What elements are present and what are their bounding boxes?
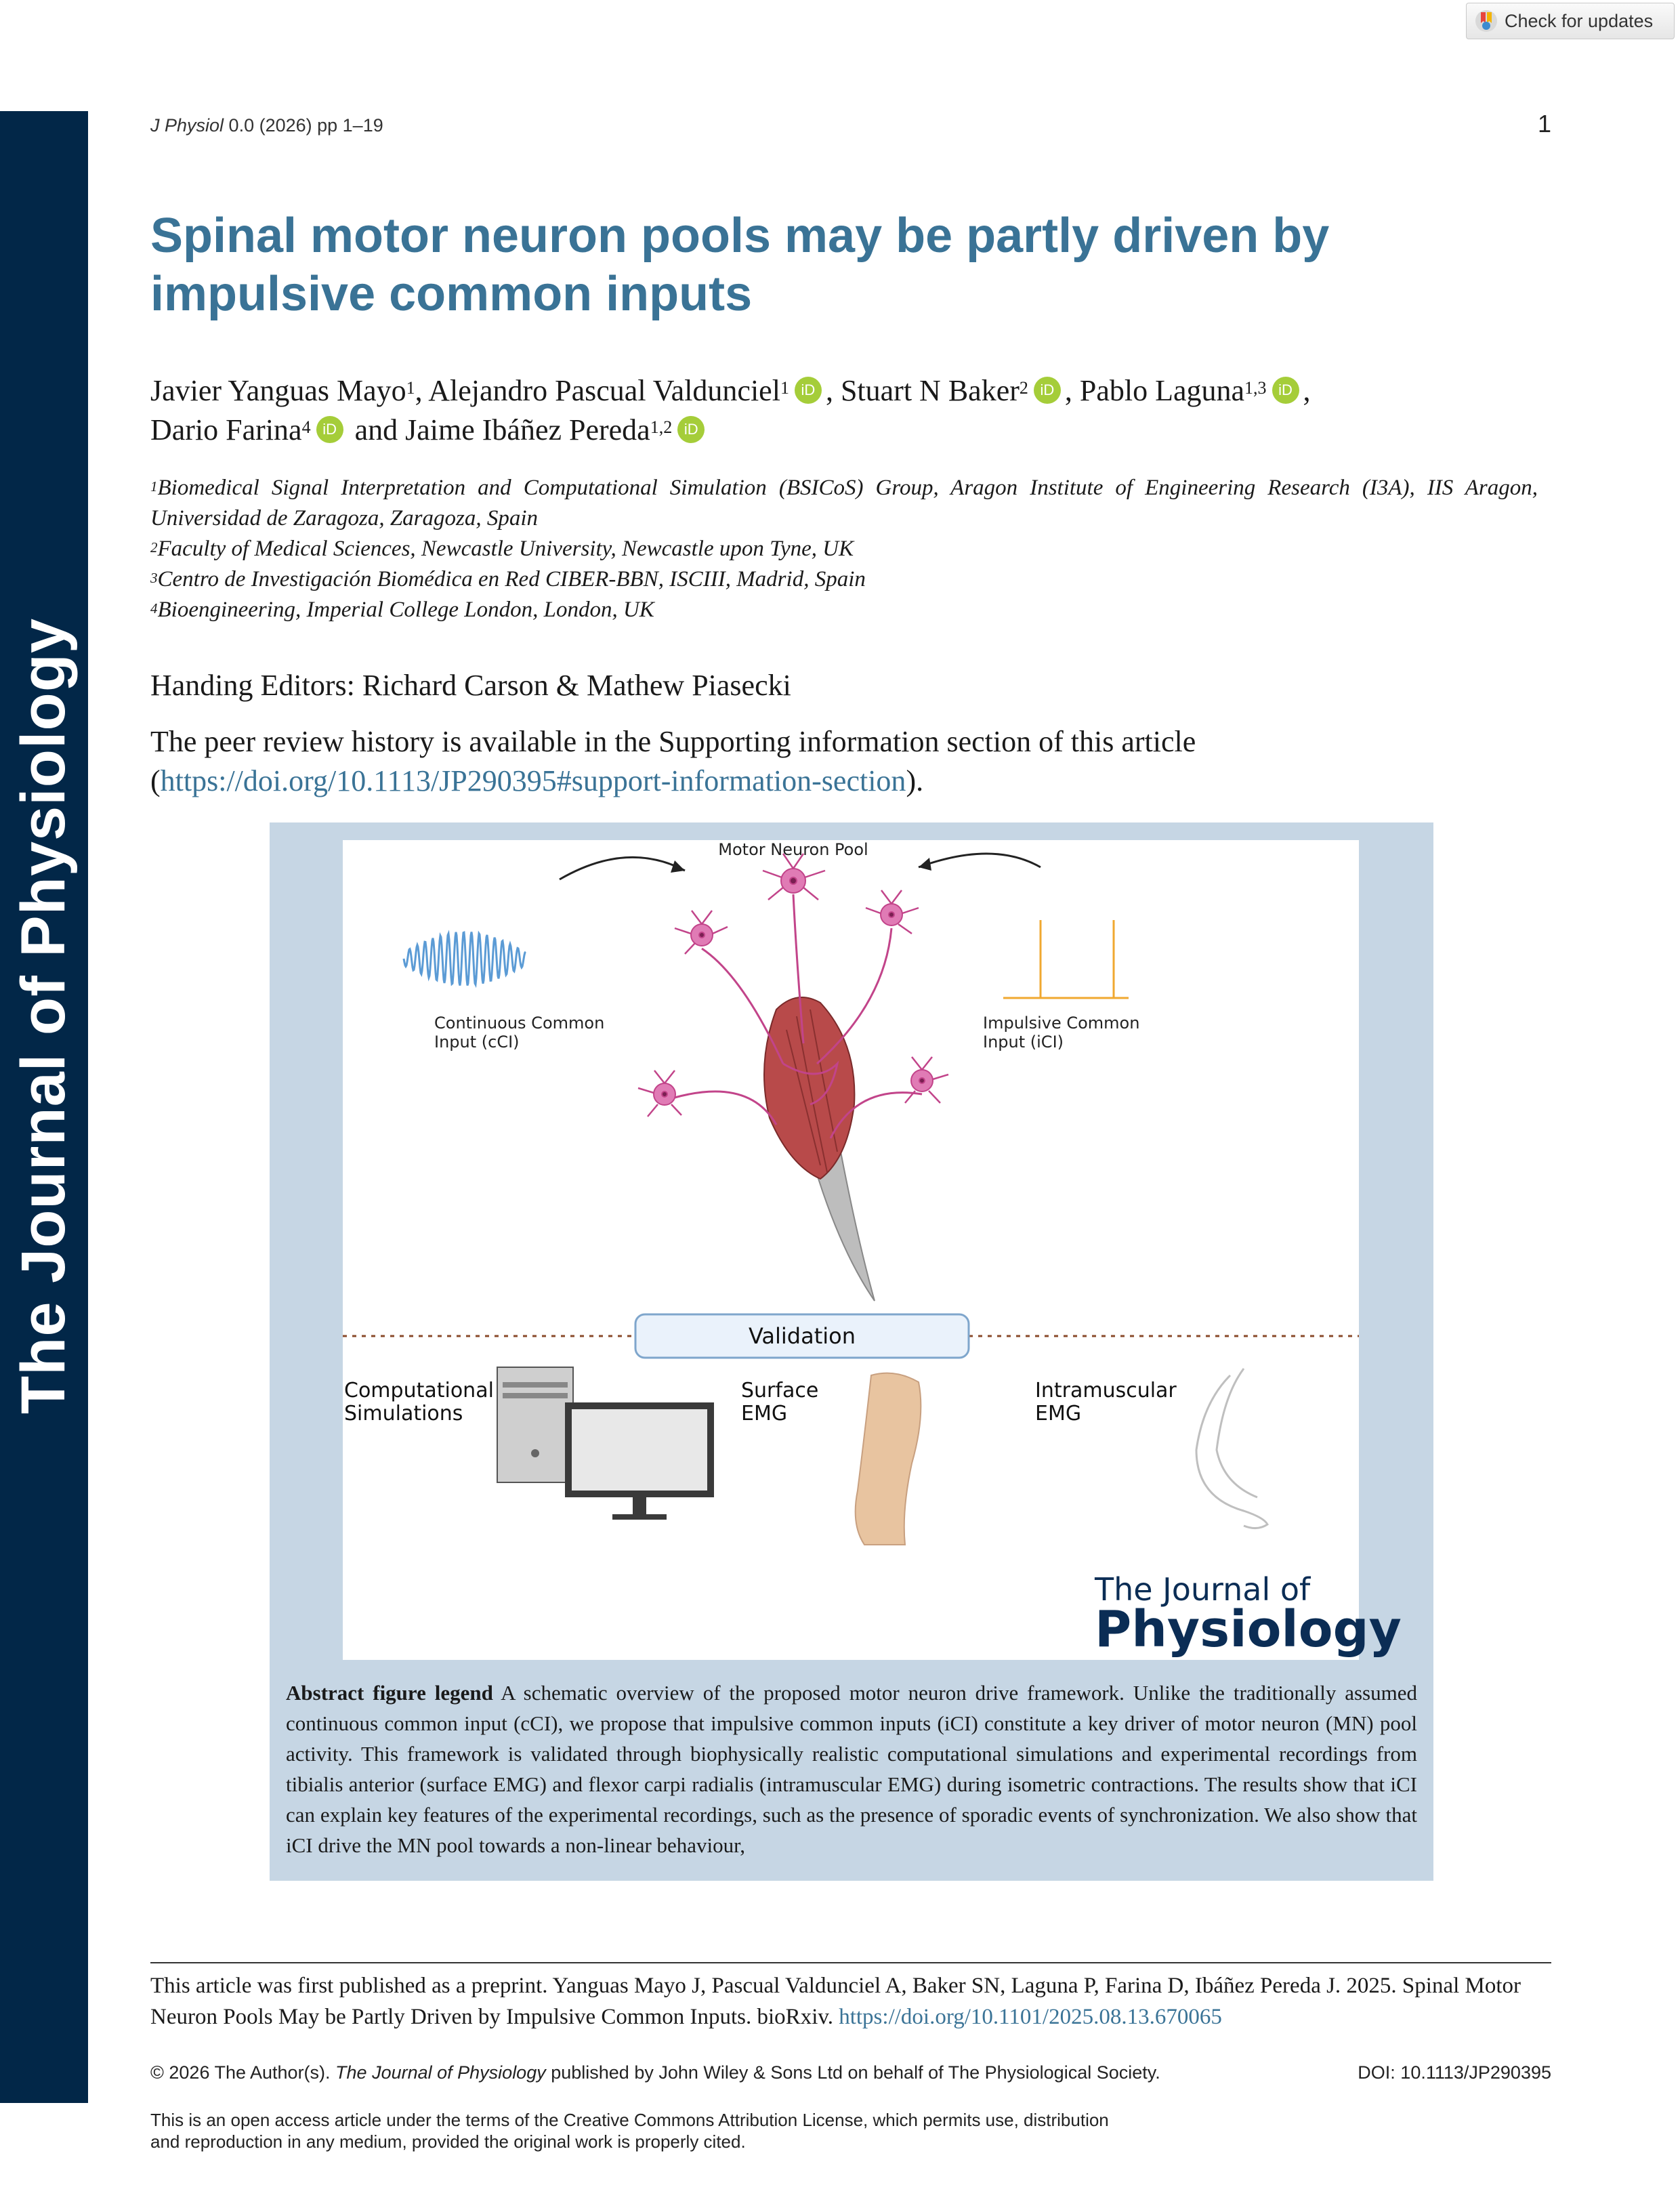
intramuscular-emg-label-2: EMG — [1035, 1402, 1082, 1425]
license-text: This is an open access article under the terms of the Creative Commons Attribution License, which permits use, distribution and reproduction in any medium, provided the original work is properly cited. — [150, 2110, 1109, 2152]
orcid-icon[interactable]: iD — [1272, 377, 1299, 404]
handling-editors: Handing Editors: Richard Carson & Mathew Piasecki — [150, 669, 791, 702]
abstract-figure — [343, 840, 1402, 1660]
orcid-icon[interactable]: iD — [795, 377, 822, 404]
orcid-icon[interactable]: iD — [1034, 377, 1061, 404]
arrowhead — [671, 860, 685, 873]
journal-sidebar — [0, 111, 88, 2103]
arrowhead — [919, 858, 931, 871]
author[interactable]: Stuart N Baker$^2$ — [840, 374, 1028, 407]
affiliation: $^4$Bioengineering, Imperial College London, London, UK — [150, 598, 654, 622]
continuous-input-wave — [404, 932, 526, 986]
journal-logo-line1: The Journal of — [1095, 1571, 1311, 1608]
peer-review-link[interactable]: https://doi.org/10.1113/JP290395#support-information-section — [160, 764, 906, 797]
arm-icon — [1196, 1375, 1267, 1528]
computer-icon — [497, 1367, 714, 1520]
page-number: 1 — [1538, 110, 1552, 138]
author[interactable]: Pablo Laguna$^{1,3}$ — [1079, 374, 1267, 407]
author[interactable]: Dario Farina$^4$ — [150, 413, 311, 446]
comp-sim-label-1: Computational — [344, 1379, 494, 1402]
surface-emg-label-2: EMG — [741, 1402, 788, 1425]
crossmark-icon — [1475, 9, 1498, 33]
ici-label-2: Input (iCI) — [983, 1033, 1064, 1051]
cci-label-2: Input (cCI) — [434, 1033, 520, 1051]
affiliation: $^2$Faculty of Medical Sciences, Newcastle University, Newcastle upon Tyne, UK — [150, 537, 854, 561]
muscle-belly — [764, 997, 854, 1179]
surface-emg-label-1: Surface — [741, 1379, 819, 1402]
article-title: Spinal motor neuron pools may be partly driven by impulsive common inputs — [150, 209, 1330, 321]
orcid-icon[interactable]: iD — [316, 416, 343, 443]
cci-label-1: Continuous Common — [434, 1014, 605, 1033]
article-doi[interactable]: DOI: 10.1113/JP290395 — [1358, 2062, 1551, 2083]
author[interactable]: Jaime Ibáñez Pereda$^{1,2}$ — [405, 413, 673, 446]
check-for-updates-button[interactable] — [1466, 3, 1675, 39]
preprint-note: This article was first published as a preprint. Yanguas Mayo J, Pascual Valdunciel A, Baker SN, Laguna P, Farina D, Ibáñez Pereda J. 2025. Spinal Motor Neuron Pools May be Partly Driven by Impulsive Common Inputs. bioRxiv. https://doi.org/10.1101/2025.08.13.670065 — [150, 1974, 1521, 2029]
affiliation: $^3$Centro de Investigación Biomédica en Red CIBER-BBN, ISCIII, Madrid, Spain — [150, 567, 866, 591]
copyright-line: © 2026 The Author(s). The Journal of Physiology published by John Wiley & Sons Ltd on behalf of The Physiological Society. — [150, 2062, 1160, 2083]
journal-abbrev: J Physiol — [150, 115, 224, 136]
sidebar-journal-name: The Journal of Physiology — [9, 617, 79, 1414]
axon — [675, 1091, 776, 1125]
author[interactable]: Javier Yanguas Mayo$^1$ — [150, 374, 415, 407]
running-header — [150, 115, 383, 136]
leg-icon — [856, 1373, 921, 1545]
intramuscular-emg-label-1: Intramuscular — [1035, 1379, 1177, 1402]
author[interactable]: Alejandro Pascual Valdunciel$^1$ — [428, 374, 789, 407]
journal-logo-line2: Physiology — [1095, 1600, 1402, 1659]
ici-label-1: Impulsive Common — [983, 1014, 1140, 1033]
author-list: Javier Yanguas Mayo$^1$, Alejandro Pascual Valdunciel$^1$ iD , Stuart N Baker$^2$ iD , Pablo Laguna$^{1,3}$ iD , Dario Farina$^4$ iD and Jaime Ibáñez Pereda$^{1,2}$ iD — [150, 374, 1311, 446]
arrow-right-icon — [919, 854, 1041, 867]
comp-sim-label-2: Simulations — [344, 1402, 463, 1425]
check-for-updates-label: Check for updates — [1505, 10, 1654, 31]
motor-pool-label: Motor Neuron Pool — [718, 840, 868, 859]
issue-info: 0.0 (2026) pp 1–19 — [224, 115, 383, 136]
peer-review-note: The peer review history is available in the Supporting information section of this article (https://doi.org/10.1113/JP290395#support-information-section). — [150, 725, 1196, 797]
affiliation: $^1$Biomedical Signal Interpretation and Computational Simulation (BSICoS) Group, Aragon Institute of Engineering Research (I3A), IIS Aragon, Universidad de Zaragoza, Zaragoza, Spain — [150, 476, 1538, 530]
preprint-link[interactable]: https://doi.org/10.1101/2025.08.13.670065 — [839, 2005, 1222, 2029]
affiliations — [150, 473, 1538, 625]
orcid-icon[interactable]: iD — [677, 416, 705, 443]
footer-rule — [150, 1962, 1551, 1963]
arrow-left-icon — [560, 857, 685, 879]
abstract-figure-legend: Abstract figure legend A schematic overview of the proposed motor neuron drive framework. Unlike the traditionally assumed continuous common input (cCI), we propose that impulsive common inputs (iCI) constitute a key driver of motor neuron (MN) pool activity. This framework is validated through biophysically realistic computational simulations and experimental recordings from tibialis anterior (surface EMG) and flexor carpi radialis (intramuscular EMG) during isometric contractions. The results show that iCI can explain key features of the experimental recordings, such as the presence of sporadic events of synchronization. We also show that iCI drive the MN pool towards a non-linear behaviour, — [286, 1681, 1417, 1857]
validation-label: Validation — [748, 1323, 856, 1349]
